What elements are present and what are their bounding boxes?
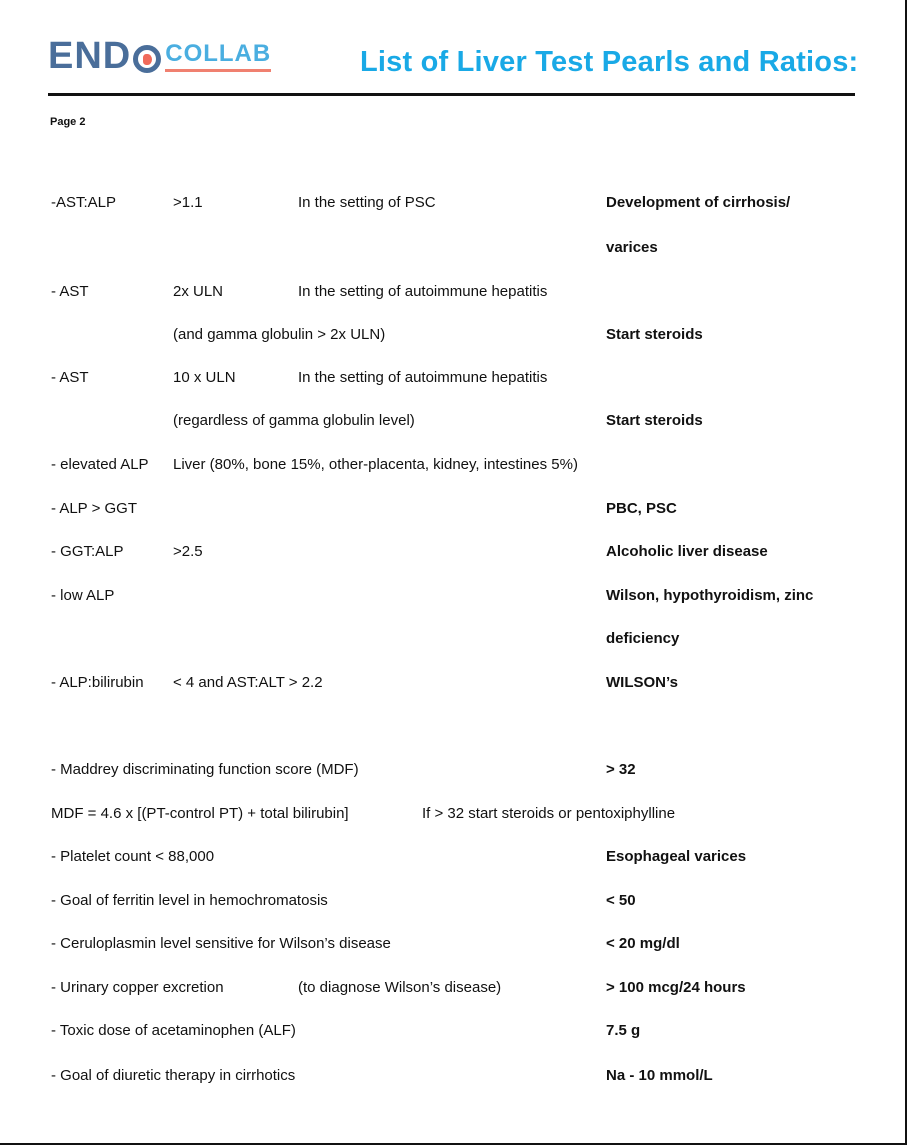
test-result: > 100 mcg/24 hours [606, 979, 746, 996]
test-result: Na - 10 mmol/L [606, 1067, 713, 1084]
test-result: > 32 [606, 761, 636, 778]
header-rule [48, 93, 855, 96]
test-name: - Goal of diuretic therapy in cirrhotics [51, 1067, 296, 1084]
logo-endo-text: END [48, 35, 132, 77]
page-title: List of Liver Test Pearls and Ratios: [360, 46, 859, 78]
page-number: Page 2 [50, 116, 86, 128]
test-result: Start steroids [606, 326, 703, 343]
logo-collab-text: COLLAB [165, 40, 272, 67]
test-result: Development of cirrhosis/ [606, 194, 791, 211]
test-value: >2.5 [173, 543, 203, 560]
test-name: - Platelet count < 88,000 [51, 848, 215, 865]
test-value: >1.1 [173, 194, 203, 211]
test-result: 7.5 g [606, 1022, 641, 1039]
test-setting: In the setting of autoimmune hepatitis [298, 369, 548, 386]
test-value: (and gamma globulin > 2x ULN) [173, 326, 386, 343]
test-name: MDF = 4.6 x [(PT-control PT) + total bilirubin] [51, 805, 349, 822]
test-value: 2x ULN [173, 283, 224, 300]
test-name: - Urinary copper excretion [51, 979, 224, 996]
endocollab-logo [48, 32, 271, 76]
test-value: 10 x ULN [173, 369, 236, 386]
test-setting: (to diagnose Wilson’s disease) [298, 979, 502, 996]
test-name: - low ALP [51, 587, 115, 604]
test-name: - AST [51, 369, 89, 386]
test-result: WILSON’s [606, 674, 678, 691]
test-value: (regardless of gamma globulin level) [173, 412, 415, 429]
test-result: varices [606, 239, 658, 256]
test-note: If > 32 start steroids or pentoxiphylline [422, 805, 676, 822]
stomach-logo-icon [133, 45, 161, 73]
test-name: - Toxic dose of acetaminophen (ALF) [51, 1022, 296, 1039]
test-name: - Ceruloplasmin level sensitive for Wilson’s disease [51, 935, 391, 952]
test-name: - AST [51, 283, 89, 300]
test-result: deficiency [606, 630, 680, 647]
test-result: Esophageal varices [606, 848, 747, 865]
test-name: - ALP:bilirubin [51, 674, 144, 691]
test-result: < 20 mg/dl [606, 935, 680, 952]
test-name: - ALP > GGT [51, 500, 138, 517]
test-result: Start steroids [606, 412, 703, 429]
test-value: Liver (80%, bone 15%, other-placenta, kidney, intestines 5%) [173, 456, 578, 473]
test-result: < 50 [606, 892, 636, 909]
test-result: Alcoholic liver disease [606, 543, 768, 560]
test-name: - Maddrey discriminating function score (MDF) [51, 761, 359, 778]
test-name: - elevated ALP [51, 456, 149, 473]
test-setting: In the setting of PSC [298, 194, 436, 211]
test-name: - Goal of ferritin level in hemochromatosis [51, 892, 328, 909]
test-value: < 4 and AST:ALT > 2.2 [173, 674, 323, 691]
test-setting: In the setting of autoimmune hepatitis [298, 283, 548, 300]
test-result: PBC, PSC [606, 500, 677, 517]
test-result: Wilson, hypothyroidism, zinc [606, 587, 814, 604]
test-name: - GGT:ALP [51, 543, 124, 560]
test-name: -AST:ALP [51, 194, 117, 211]
logo-underline [165, 69, 271, 72]
